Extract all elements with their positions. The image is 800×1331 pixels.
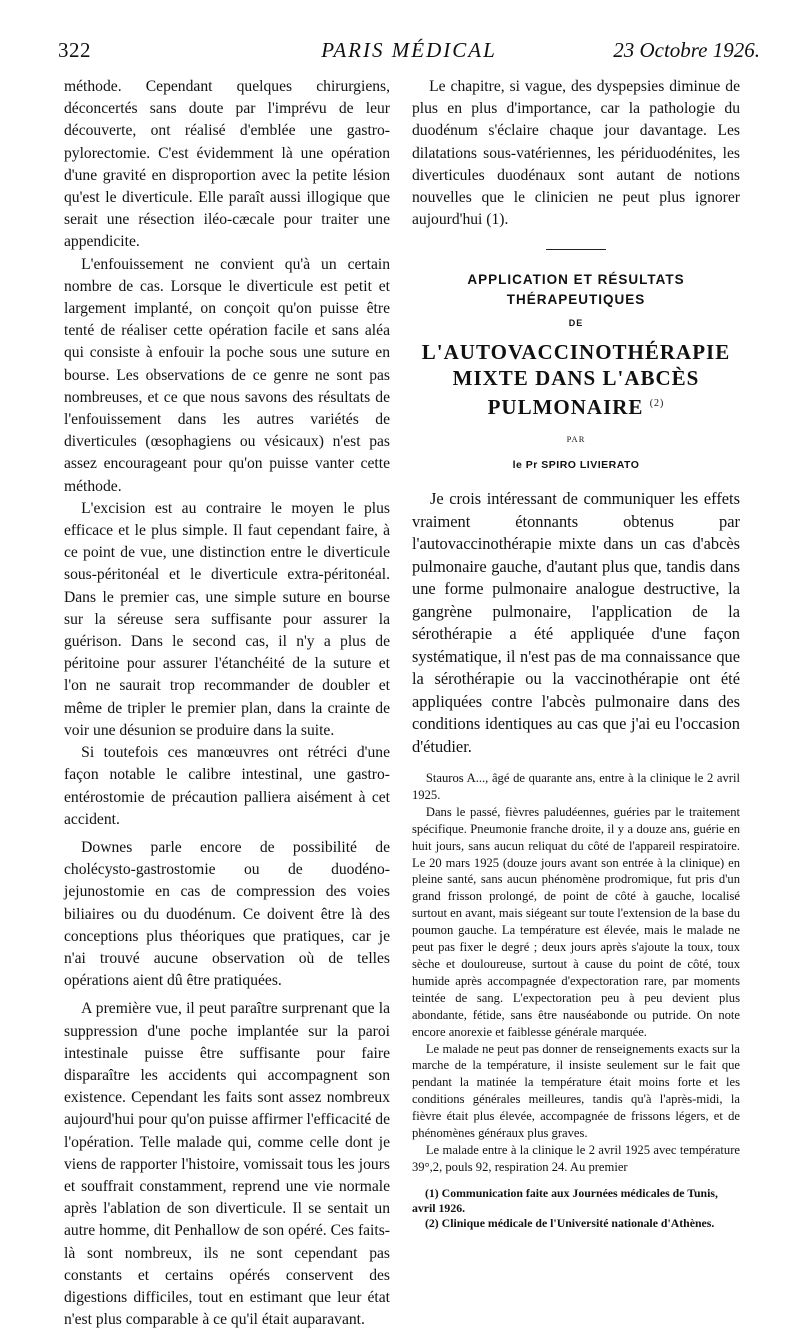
case-report	[412, 770, 740, 1176]
journal-title: PARIS MÉDICAL	[321, 38, 497, 62]
author-name: le Pr SPIRO LIVIERATO	[512, 458, 640, 471]
paragraph: Si toutefois ces manœuvres ont rétréci d'une façon notable le calibre intestinal, une gastro-entérostomie de précaution palliera aisément à cet accident.	[64, 744, 390, 828]
paragraph: L'excision est au contraire le moyen le plus efficace et le plus simple. Il faut cependant faire, à ce point de vue, une distinction entre le diverticule sous-péritonéal et le diverticule extra-péritonéal. Dans le premier cas, une simple suture en bourse sur la séreuse sera suffisante pour assurer la guérison. Dans le second cas, il n'y a plus de péritoine pour assurer l'étanchéité de la suture et l'on ne saurait trop recommander de doubler et même de tripler le premier plan, dans la crainte de voir une désunion se produire dans la suite.	[64, 499, 390, 739]
page-number: 322	[58, 38, 91, 62]
lead-paragraph: Je crois intéressant de communiquer les effets vraiment étonnants obtenus par l'autovaccinothérapie mixte dans un cas d'abcès pulmonaire gauche, d'autant plus que, tandis dans une forme pulmonaire analogue destructive, la gangrène pulmonaire, l'application de la sérothérapie a été appliquée d'une façon systématique, il n'est pas de ma connaissance que la sérothérapie ou la vaccinothérapie ont été appliquées contre l'abcès pulmonaire dans des conditions identiques au cas que j'ai eu l'occasion d'étudier.	[412, 489, 740, 756]
paragraph: Downes parle encore de possibilité de cholécysto-gastrostomie ou de duodéno-jejunostomie en cas de compression des voies biliaires ou du duodénum. Ce doivent être là des conceptions plus théoriques que pratiques, car je n'ai trouvé aucune observation où de telles opérations aient dû être pratiquées.	[64, 838, 390, 990]
title-footnote-marker: (2)	[649, 397, 665, 409]
article-title-de: DE	[568, 318, 584, 329]
footnote: (1) Communication faite aux Journées médicales de Tunis, avril 1926.	[412, 1185, 718, 1215]
paragraph: méthode. Cependant quelques chirurgiens, déconcertés sans doute par l'imprévu de leur découverte, ont réalisé d'emblée une gastro-pylorectomie. C'est évidemment là une opération d'une gravité en disproportion avec la petite lésion qu'est le diverticule. Elle paraît aussi illogique que serait une résection iléo-cæcale pour traiter une appendicite.	[64, 78, 390, 251]
intro-paragraph: Le chapitre, si vague, des dyspepsies diminue de plus en plus d'importance, car la pathologie du duodénum s'éclaire chaque jour davantage. Les dilatations sous-vatériennes, les périduodénites, les diverticules duodénaux sont autant de notions nouvelles que le clinicien ne peut plus ignorer aujourd'hui (1).	[412, 78, 740, 229]
byline-par: PAR	[566, 433, 586, 444]
right-column	[412, 76, 740, 1231]
case-paragraph: Le malade ne peut pas donner de renseignements exacts sur la marche de la température, il insiste seulement sur le fait que pendant la matinée la température était moins forte et les conditions générales meilleures, tandis qu'à l'après-midi, la fièvre était plus élevée, accompagnée de frissons légers, et de phénomènes généraux plus graves.	[412, 1041, 740, 1141]
article-main-title-text: L'AUTOVACCINOTHÉRAPIE MIXTE DANS L'ABCÈS PULMONAIRE	[421, 339, 731, 419]
page-header	[58, 38, 760, 68]
left-column	[64, 76, 390, 1331]
section-divider	[546, 249, 606, 250]
case-paragraph: Le malade entre à la clinique le 2 avril 1925 avec température 39°,2, pouls 92, respiration 24. Au premier	[412, 1142, 740, 1174]
article-main-title	[412, 339, 740, 420]
issue-date: 23 Octobre 1926.	[613, 38, 760, 62]
paragraph: A première vue, il peut paraître surprenant que la suppression d'une poche implantée sur la paroi intestinale puisse être suffisante pour faire disparaître les accidents qui accompagnent son existence. Cependant les faits sont assez nombreux aujourd'hui pour qu'on puisse affirmer l'efficacité de l'opération. Telle malade qui, comme celle dont je viens de rapporter l'histoire, vomissait tous les jours et souffrait constamment, reprend une vie normale après l'ablation de son diverticule. Il se sentait un autre homme, dit Penhallow de son opéré. Ces faits-là sont nombreux, ils ne sont cependant pas constants et certains opérés conservent des digestions difficiles, tout en estimant que leur état n'est plus comparable à ce qu'il était auparavant.	[64, 1000, 390, 1329]
case-paragraph: Stauros A..., âgé de quarante ans, entre à la clinique le 2 avril 1925.	[412, 771, 740, 802]
article-subtitle-line1: APPLICATION ET RÉSULTATS	[467, 272, 685, 288]
paragraph: L'enfouissement ne convient qu'à un certain nombre de cas. Lorsque le diverticule est petit et largement implanté, on conçoit qu'on puisse être tenté de réaliser cette opération facile et sans aléa qui consiste à enfouir la poche sous une suture en bourse. Les observations de ce genre ne sont pas nombreuses, et ce que nous savons des résultats de l'enfouissement dans les autres variétés de diverticules (œsophagiens ou vésicaux) n'est pas assez encourageant pour qu'on puisse vanter cette méthode.	[64, 255, 390, 495]
footnote: (2) Clinique médicale de l'Université nationale d'Athènes.	[424, 1215, 715, 1230]
case-paragraph: Dans le passé, fièvres paludéennes, guéries par le traitement spécifique. Pneumonie franche droite, il y a douze ans, guérie en huit jours, sans aucun reliquat du côté de l'appareil respiratoire. Le 20 mars 1925 (douze jours avant son entrée à la clinique) en pleine santé, sans aucun phénomène prodromique, fut pris d'un grand frisson prolongé, de point de côté à gauche, localisé surtout en avant, mais siégeant sur toute l'extension de la base du poumon gauche. La température est élevée, mais le malade ne peut pas fixer le degré ; deux jours après s'ajoute la toux, toux sèche et douloureuse, surtout à cause du point de côté, toux humide après accompagnée d'expectoration rare, par moments teintée de sang. L'expectoration peu à peu devient plus abondante, fétide, sans être nauséabonde ou putride. On note encore anorexie et faiblesse générale marquée.	[412, 804, 740, 1039]
footnotes	[412, 1186, 740, 1231]
article-subtitle-line2: THÉRAPEUTIQUES	[506, 292, 646, 308]
